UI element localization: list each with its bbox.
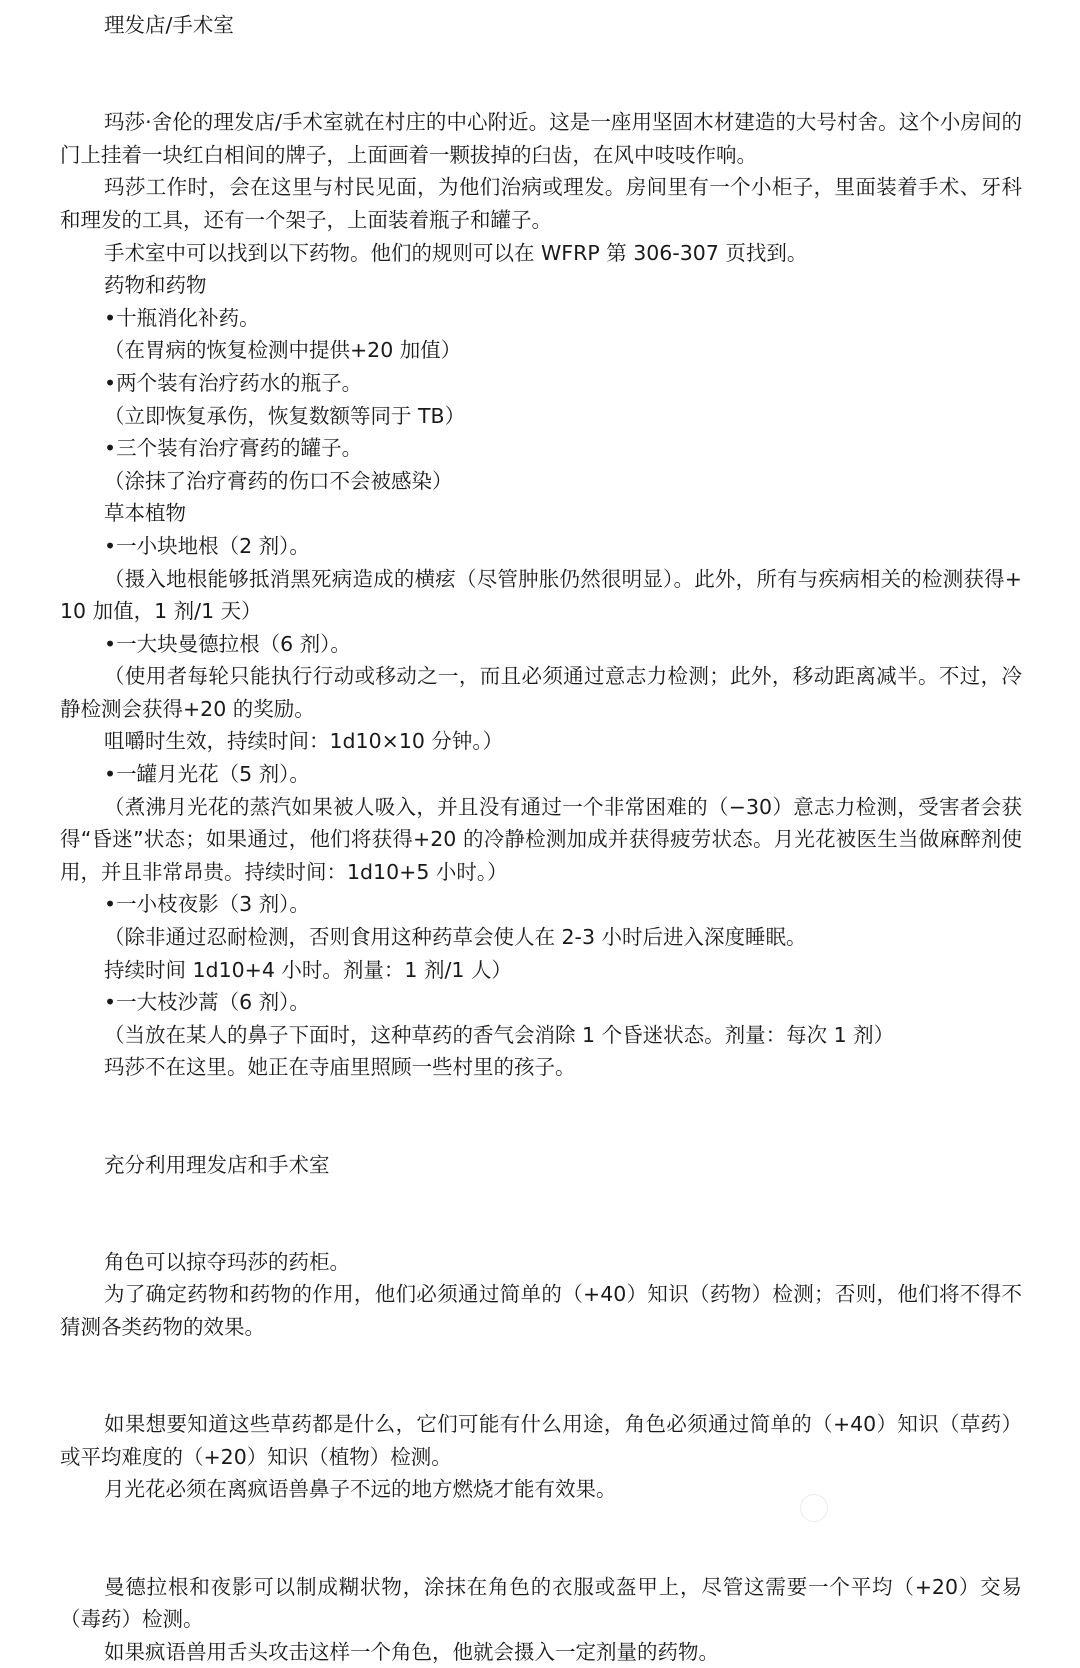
paragraph: （煮沸月光花的蒸汽如果被人吸入，并且没有通过一个非常困难的（−30）意志力检测，受害者会获得“昏迷”状态；如果通过，他们将获得+20 的冷静检测加成并获得疲劳状态。月光花被医生当做麻醉剂使用，并且非常昂贵。持续时间：1d10+5 小时。） bbox=[60, 794, 1022, 884]
paragraph-gap bbox=[60, 1360, 1022, 1393]
paragraph: 药物和药物 bbox=[104, 273, 207, 298]
paragraph: 手术室中可以找到以下药物。他们的规则可以在 WFRP 第 306-307 页找到。 bbox=[104, 240, 808, 265]
paragraph-gap bbox=[60, 1100, 1022, 1133]
paragraph: •十瓶消化补药。 bbox=[104, 305, 260, 330]
paragraph: 理发店/手术室 bbox=[104, 13, 234, 37]
paragraph: •三个装有治疗膏药的罐子。 bbox=[104, 436, 363, 461]
document-body bbox=[60, 9, 1022, 1668]
paragraph: 月光花必须在离疯语兽鼻子不远的地方燃烧才能有效果。 bbox=[104, 1477, 617, 1502]
paragraph: •一小枝夜影（3 剂）。 bbox=[104, 892, 310, 917]
paragraph: （立即恢复承伤，恢复数额等同于 TB） bbox=[104, 403, 466, 428]
paragraph: （除非通过忍耐检测，否则食用这种药草会使人在 2-3 小时后进入深度睡眠。 bbox=[104, 925, 807, 950]
watermark-icon bbox=[800, 1494, 828, 1522]
paragraph: •两个装有治疗药水的瓶子。 bbox=[104, 370, 363, 395]
paragraph: •一罐月光花（5 剂）。 bbox=[104, 762, 310, 787]
paragraph-gap bbox=[60, 1522, 1022, 1555]
paragraph: 如果想要知道这些草药都是什么，它们可能有什么用途，角色必须通过简单的（+40）知识（草药）或平均难度的（+20）知识（植物）检测。 bbox=[60, 1412, 1022, 1469]
paragraph: •一小块地根（2 剂）。 bbox=[104, 533, 310, 558]
paragraph: （使用者每轮只能执行行动或移动之一，而且必须通过意志力检测；此外，移动距离减半。不过，冷静检测会获得+20 的奖励。 bbox=[60, 664, 1022, 721]
paragraph: 草本植物 bbox=[104, 501, 186, 526]
paragraph-gap bbox=[60, 1197, 1022, 1230]
paragraph: 咀嚼时生效，持续时间：1d10×10 分钟。） bbox=[104, 729, 504, 754]
paragraph: 玛莎·舍伦的理发店/手术室就在村庄的中心附近。这是一座用坚固木材建造的大号村舍。这个小房间的门上挂着一块红白相间的牌子，上面画着一颗拔掉的臼齿，在风中吱吱作响。 bbox=[60, 110, 1022, 167]
paragraph: 充分利用理发店和手术室 bbox=[104, 1152, 330, 1177]
paragraph: （涂抹了治疗膏药的伤口不会被感染） bbox=[104, 468, 453, 493]
paragraph: 玛莎不在这里。她正在寺庙里照顾一些村里的孩子。 bbox=[104, 1055, 576, 1080]
paragraph: （在胃病的恢复检测中提供+20 加值） bbox=[104, 338, 462, 363]
paragraph: 玛莎工作时，会在这里与村民见面，为他们治病或理发。房间里有一个小柜子，里面装着手术、牙科和理发的工具，还有一个架子，上面装着瓶子和罐子。 bbox=[60, 175, 1022, 232]
paragraph: •一大枝沙蒿（6 剂）。 bbox=[104, 990, 310, 1015]
paragraph: •一大块曼德拉根（6 剂）。 bbox=[104, 631, 351, 656]
paragraph-gap bbox=[60, 58, 1022, 91]
paragraph: 如果疯语兽用舌头攻击这样一个角色，他就会摄入一定剂量的药物。 bbox=[104, 1639, 719, 1664]
paragraph: 为了确定药物和药物的作用，他们必须通过简单的（+40）知识（药物）检测；否则，他们将不得不猜测各类药物的效果。 bbox=[60, 1282, 1022, 1339]
paragraph: （当放在某人的鼻子下面时，这种草药的香气会消除 1 个昏迷状态。剂量：每次 1 剂） bbox=[104, 1022, 895, 1047]
paragraph: 曼德拉根和夜影可以制成糊状物，涂抹在角色的衣服或盔甲上，尽管这需要一个平均（+20）交易（毒药）检测。 bbox=[60, 1574, 1022, 1632]
paragraph: 角色可以掠夺玛莎的药柜。 bbox=[104, 1249, 350, 1274]
paragraph: （摄入地根能够抵消黑死病造成的横痃（尽管肿胀仍然很明显）。此外，所有与疾病相关的检测获得+10 加值，1 剂/1 天） bbox=[60, 566, 1022, 624]
paragraph: 持续时间 1d10+4 小时。剂量：1 剂/1 人） bbox=[104, 957, 512, 982]
